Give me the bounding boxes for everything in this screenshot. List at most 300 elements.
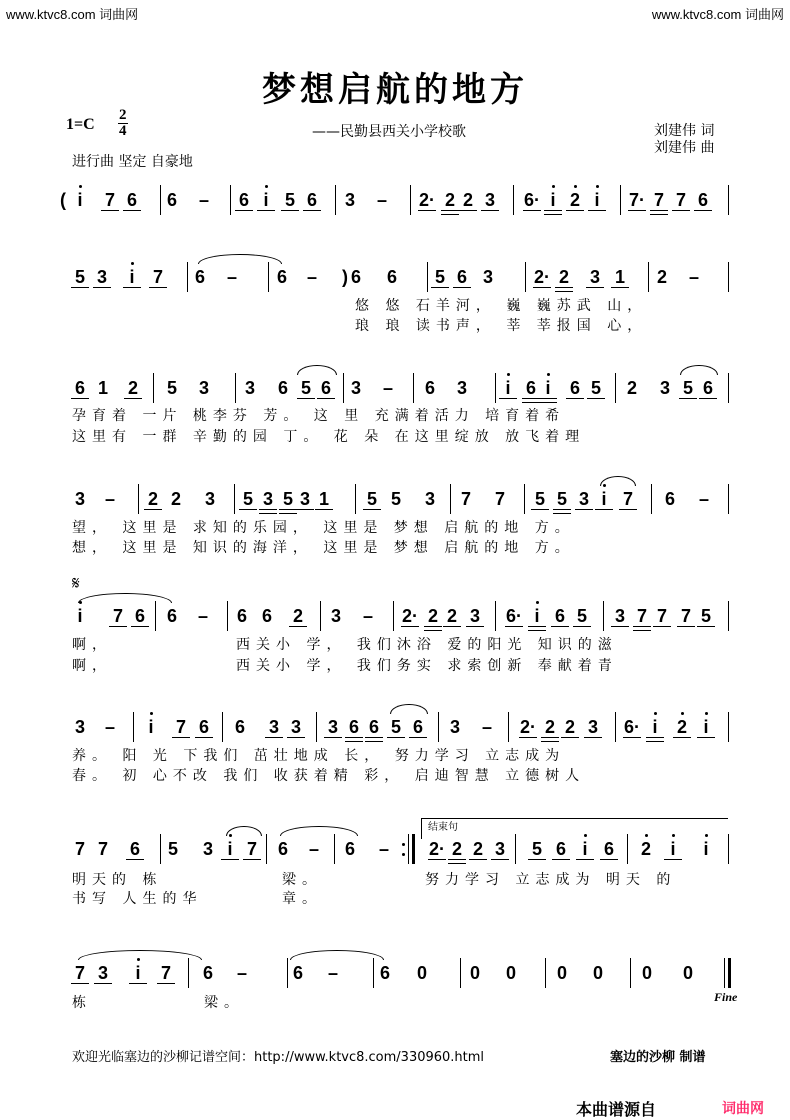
note: 2 — [147, 489, 159, 509]
lyric-line: 望， 这里是 求知的乐园， 这里是 梦想 启航的地 方。 — [72, 520, 575, 536]
note: i — [703, 839, 709, 859]
note: 3 — [327, 717, 339, 737]
note: 7 — [680, 606, 692, 626]
staff-system-3 — [0, 373, 790, 403]
note: 2 — [656, 267, 668, 287]
lyric-line: 西关小 学， 我们务实 求索创新 奉献着青 — [236, 658, 618, 674]
note: 3 — [449, 717, 461, 737]
note: 6 — [386, 267, 398, 287]
note: 5 — [166, 378, 178, 398]
note: 6 — [424, 378, 436, 398]
barline — [524, 484, 525, 514]
note: i — [135, 963, 141, 983]
dash-mark: – — [197, 606, 209, 626]
note: 6 — [238, 190, 250, 210]
beam-line — [619, 509, 637, 510]
beam-line — [653, 626, 671, 627]
note: 0 — [469, 963, 481, 983]
octave-dot — [265, 185, 268, 188]
note: 0 — [556, 963, 568, 983]
dash-mark: – — [382, 378, 394, 398]
beam-line — [633, 630, 651, 631]
note: 6 — [555, 839, 567, 859]
dash-mark: – — [378, 839, 390, 859]
beam-line — [129, 983, 147, 984]
page-title: 梦想启航的地方 — [262, 70, 528, 110]
barline — [728, 601, 729, 631]
note: 1 — [97, 378, 109, 398]
beam-line — [303, 210, 321, 211]
barline — [230, 185, 231, 215]
beam-line — [697, 626, 715, 627]
barline — [160, 834, 161, 864]
note: i — [227, 839, 233, 859]
note: 6 — [277, 378, 289, 398]
beam-line — [611, 287, 629, 288]
barline — [343, 373, 344, 403]
note: 7 — [97, 839, 109, 859]
beam-line — [584, 737, 602, 738]
beam-line — [544, 214, 562, 215]
beam-line — [235, 210, 253, 211]
beam-line — [633, 626, 651, 627]
octave-dot — [705, 712, 708, 715]
note: 5 — [556, 489, 568, 509]
lyric-line: 孕育着 一片 桃李芬 芳。 这 里 充满着活力 培育着希 — [72, 408, 566, 424]
note: 7 — [622, 489, 634, 509]
beam-line — [441, 214, 459, 215]
note: 6 — [306, 190, 318, 210]
beam-line — [533, 287, 551, 288]
tie-arc — [297, 365, 337, 375]
note: 3 — [198, 378, 210, 398]
lyric-line: 栋 — [72, 995, 92, 1011]
beam-line — [287, 737, 305, 738]
lyric-line: 西关小 学， 我们沐浴 爱的阳光 知识的滋 — [236, 637, 618, 653]
barline — [155, 601, 156, 631]
note: 6 — [126, 190, 138, 210]
beam-line — [131, 626, 149, 627]
repeat-dot — [402, 853, 405, 856]
beam-line — [573, 626, 591, 627]
beam-line — [448, 859, 466, 860]
note: 7 — [152, 267, 164, 287]
note: 6 — [554, 606, 566, 626]
note: 3 — [262, 489, 274, 509]
note: 5 — [366, 489, 378, 509]
beam-line — [588, 210, 606, 211]
barline — [320, 601, 321, 631]
segno-sign: 𝄋 — [72, 573, 80, 594]
note: 6 — [344, 839, 356, 859]
barline — [648, 262, 649, 292]
note: 2 — [472, 839, 484, 859]
beam-line — [279, 513, 297, 514]
tie-arc — [290, 950, 384, 960]
note: 2 — [676, 717, 688, 737]
beam-line — [71, 287, 89, 288]
note: 6 — [234, 717, 246, 737]
dash-mark: – — [236, 963, 248, 983]
note: i — [670, 839, 676, 859]
octave-dot — [596, 185, 599, 188]
barline — [316, 712, 317, 742]
note: 6· — [505, 606, 523, 626]
note: 3 — [97, 963, 109, 983]
note: 6 — [456, 267, 468, 287]
barline — [724, 958, 725, 988]
beam-line — [289, 626, 307, 627]
dash-mark: – — [688, 267, 700, 287]
beam-line — [672, 210, 690, 211]
note: 6 — [194, 267, 206, 287]
lyric-line: 悠 悠 石羊河， 巍 巍苏武 山， — [355, 298, 648, 314]
barline — [410, 185, 411, 215]
note: 0 — [416, 963, 428, 983]
beam-line — [123, 287, 141, 288]
beam-line — [664, 859, 682, 860]
staff-system-4 — [0, 484, 790, 514]
beam-line — [257, 210, 275, 211]
beam-line — [453, 287, 471, 288]
note: 7 — [112, 606, 124, 626]
dash-mark: – — [226, 267, 238, 287]
beam-line — [144, 509, 162, 510]
note: i — [594, 190, 600, 210]
lyric-line: 啊， — [72, 637, 112, 653]
watermark-top-left: www.ktvc8.com 词曲网 — [6, 7, 139, 22]
beam-line — [679, 398, 697, 399]
dash-mark: – — [327, 963, 339, 983]
note: 2 — [446, 606, 458, 626]
beam-line — [243, 859, 261, 860]
note: 3 — [330, 606, 342, 626]
dash-mark: – — [362, 606, 374, 626]
beam-line — [172, 737, 190, 738]
beam-line — [600, 859, 618, 860]
beam-line — [499, 398, 517, 399]
lyrics-system-8 — [0, 993, 790, 1013]
tie-arc — [390, 704, 428, 714]
octave-dot — [552, 185, 555, 188]
barline — [728, 185, 729, 215]
note: 6 — [261, 606, 273, 626]
beam-line — [539, 402, 557, 403]
note: 6· — [623, 717, 641, 737]
note: i — [550, 190, 556, 210]
note: 3 — [589, 267, 601, 287]
beam-line — [418, 210, 436, 211]
note: 3 — [482, 267, 494, 287]
beam-line — [531, 509, 549, 510]
beam-line — [587, 398, 605, 399]
barline — [545, 958, 546, 988]
beam-line — [401, 626, 419, 627]
footer-note: 欢迎光临塞边的沙柳记谱空间：http://www.ktvc8.com/330960.html — [72, 1050, 485, 1065]
note: i — [505, 378, 511, 398]
lyrics-system-2-verse-2 — [0, 316, 790, 336]
note: 6 — [348, 717, 360, 737]
barline — [728, 373, 729, 403]
note: 3 — [244, 378, 256, 398]
beam-line — [365, 737, 383, 738]
note: 0 — [641, 963, 653, 983]
beam-line — [71, 983, 89, 984]
note: 3 — [299, 489, 311, 509]
note: 6 — [525, 378, 537, 398]
barline — [393, 601, 394, 631]
subtitle: ——民勤县西关小学校歌 — [312, 124, 466, 140]
note: i — [703, 717, 709, 737]
barline — [728, 484, 729, 514]
barline — [355, 484, 356, 514]
note: 2· — [401, 606, 419, 626]
note: i — [77, 606, 83, 626]
beam-line — [428, 859, 446, 860]
note: 6 — [277, 839, 289, 859]
note: 2· — [533, 267, 551, 287]
note: i — [129, 267, 135, 287]
ending-label: 结束句 — [428, 822, 458, 833]
paren-mark: ) — [342, 267, 348, 287]
note: 3 — [290, 717, 302, 737]
barline — [187, 262, 188, 292]
lyric-line: 梁。 — [204, 995, 244, 1011]
lyrics-system-2 — [0, 296, 790, 316]
barline — [620, 185, 621, 215]
note: 6 — [236, 606, 248, 626]
barline — [495, 373, 496, 403]
beam-line — [561, 737, 579, 738]
note: 5 — [284, 190, 296, 210]
barline — [525, 262, 526, 292]
time-signature-top: 2 — [119, 107, 127, 123]
barline — [615, 373, 616, 403]
octave-dot — [150, 712, 153, 715]
note: 5 — [576, 606, 588, 626]
tie-arc — [680, 365, 718, 375]
beam-line — [324, 737, 342, 738]
beam-line — [519, 737, 537, 738]
note: i — [601, 489, 607, 509]
lyricist-credit: 刘建伟 词 — [654, 123, 715, 139]
note: 5 — [167, 839, 179, 859]
barline — [413, 373, 414, 403]
beam-line — [586, 287, 604, 288]
barline — [513, 185, 514, 215]
octave-dot — [681, 712, 684, 715]
lyrics-system-3 — [0, 406, 790, 426]
note: 6 — [379, 963, 391, 983]
beam-line — [522, 398, 540, 399]
lyric-line: 养。 阳 光 下我们 茁壮地成 长， 努力学习 立志成为 — [72, 748, 566, 764]
beam-line — [469, 859, 487, 860]
note: 5 — [300, 378, 312, 398]
lyric-line: 琅 琅 读书声， 莘 莘报国 心， — [355, 318, 648, 334]
note: 6 — [129, 839, 141, 859]
note: 7 — [653, 190, 665, 210]
barline — [728, 834, 729, 864]
lyrics-system-4 — [0, 518, 790, 538]
note: 3 — [268, 717, 280, 737]
barline — [373, 958, 374, 988]
barline — [133, 712, 134, 742]
lyric-line: 春。 初 心不改 我们 收获着精 彩， 启迪智慧 立德树人 — [72, 768, 586, 784]
barline — [603, 601, 604, 631]
beam-line — [345, 741, 363, 742]
dash-mark: – — [104, 717, 116, 737]
note: 5 — [531, 839, 543, 859]
beam-line — [281, 210, 299, 211]
note: 2· — [428, 839, 446, 859]
note: 7 — [74, 839, 86, 859]
barline — [266, 834, 267, 864]
lyrics-system-7-verse-2 — [0, 889, 790, 909]
beam-line — [539, 398, 557, 399]
tie-arc — [600, 476, 636, 486]
beam-line — [646, 737, 664, 738]
beam-line — [566, 398, 584, 399]
barline — [630, 958, 631, 988]
note: i — [263, 190, 269, 210]
note: 6 — [166, 606, 178, 626]
note: 5 — [682, 378, 694, 398]
note: 7· — [628, 190, 646, 210]
beam-line — [673, 737, 691, 738]
beam-line — [149, 287, 167, 288]
beam-line — [628, 210, 646, 211]
note: 0 — [505, 963, 517, 983]
beam-line — [424, 626, 442, 627]
note: i — [77, 190, 83, 210]
note: 6 — [292, 963, 304, 983]
beam-line — [221, 859, 239, 860]
octave-dot — [536, 601, 539, 604]
tie-arc — [280, 826, 358, 836]
beam-line — [448, 863, 466, 864]
beam-line — [459, 210, 477, 211]
beam-line — [297, 398, 315, 399]
note: i — [148, 717, 154, 737]
note: 1 — [318, 489, 330, 509]
note: 3 — [578, 489, 590, 509]
note: 7 — [636, 606, 648, 626]
note: 3 — [344, 190, 356, 210]
barline — [427, 262, 428, 292]
octave-dot — [654, 712, 657, 715]
note: 2 — [544, 717, 556, 737]
lyric-line: 这里有 一群 辛勤的园 丁。 花 朵 在这里绽放 放飞着理 — [72, 429, 586, 445]
dash-mark: – — [376, 190, 388, 210]
beam-line — [677, 626, 695, 627]
barline — [495, 601, 496, 631]
barline — [234, 484, 235, 514]
lyrics-system-5 — [0, 635, 790, 655]
staff-system-5 — [0, 601, 790, 631]
source-label: 本曲谱源自 — [576, 1100, 657, 1119]
note: 0 — [682, 963, 694, 983]
lyric-line: 书写 人生的华 — [72, 891, 203, 907]
beam-line — [431, 287, 449, 288]
staff-system-6 — [0, 712, 790, 742]
barline — [334, 834, 335, 864]
beam-line — [553, 509, 571, 510]
note: 6 — [198, 717, 210, 737]
note: i — [652, 717, 658, 737]
note: 3 — [659, 378, 671, 398]
note: 2 — [626, 378, 638, 398]
note: 3 — [469, 606, 481, 626]
barline — [188, 958, 189, 988]
beam-line — [650, 214, 668, 215]
note: 6 — [202, 963, 214, 983]
note: 2 — [170, 489, 182, 509]
octave-dot — [507, 373, 510, 376]
lyric-line: 明天的 栋 — [72, 872, 163, 888]
note: 7 — [675, 190, 687, 210]
beam-line — [623, 737, 641, 738]
composer-credit: 刘建伟 曲 — [654, 140, 715, 156]
paren-mark: ( — [60, 190, 66, 210]
time-signature-bottom: 4 — [119, 123, 127, 139]
repeat-dot — [402, 843, 405, 846]
note: 3 — [484, 190, 496, 210]
note: 7 — [460, 489, 472, 509]
beam-line — [544, 210, 562, 211]
note: 2 — [292, 606, 304, 626]
beam-line — [126, 859, 144, 860]
barline — [287, 958, 288, 988]
barline — [235, 373, 236, 403]
note: 7 — [175, 717, 187, 737]
note: 5 — [390, 717, 402, 737]
beam-line — [528, 859, 546, 860]
dash-mark: – — [308, 839, 320, 859]
watermark-top-right: www.ktvc8.com 词曲网 — [651, 7, 784, 22]
note: 2 — [444, 190, 456, 210]
note: 3 — [74, 717, 86, 737]
barline — [138, 484, 139, 514]
key-signature: 1=C — [66, 116, 95, 133]
lyrics-system-3-verse-2 — [0, 427, 790, 447]
beam-line — [541, 741, 559, 742]
note: 3 — [587, 717, 599, 737]
beam-line — [595, 509, 613, 510]
note: 6 — [368, 717, 380, 737]
barline — [160, 185, 161, 215]
lyrics-system-4-verse-2 — [0, 538, 790, 558]
note: 5 — [534, 489, 546, 509]
beam-line — [575, 509, 593, 510]
note: 5 — [390, 489, 402, 509]
tempo-marking: 进行曲 坚定 自豪地 — [72, 154, 193, 170]
note: 2 — [569, 190, 581, 210]
beam-line — [551, 626, 569, 627]
note: 1 — [614, 267, 626, 287]
barline-thick — [728, 958, 731, 988]
note: 2 — [558, 267, 570, 287]
barline — [153, 373, 154, 403]
note: 6 — [603, 839, 615, 859]
barline — [508, 712, 509, 742]
beam-line — [528, 626, 546, 627]
note: 7 — [494, 489, 506, 509]
note: 7 — [246, 839, 258, 859]
beam-line — [694, 210, 712, 211]
note: i — [582, 839, 588, 859]
beam-line — [345, 737, 363, 738]
note: 2 — [127, 378, 139, 398]
